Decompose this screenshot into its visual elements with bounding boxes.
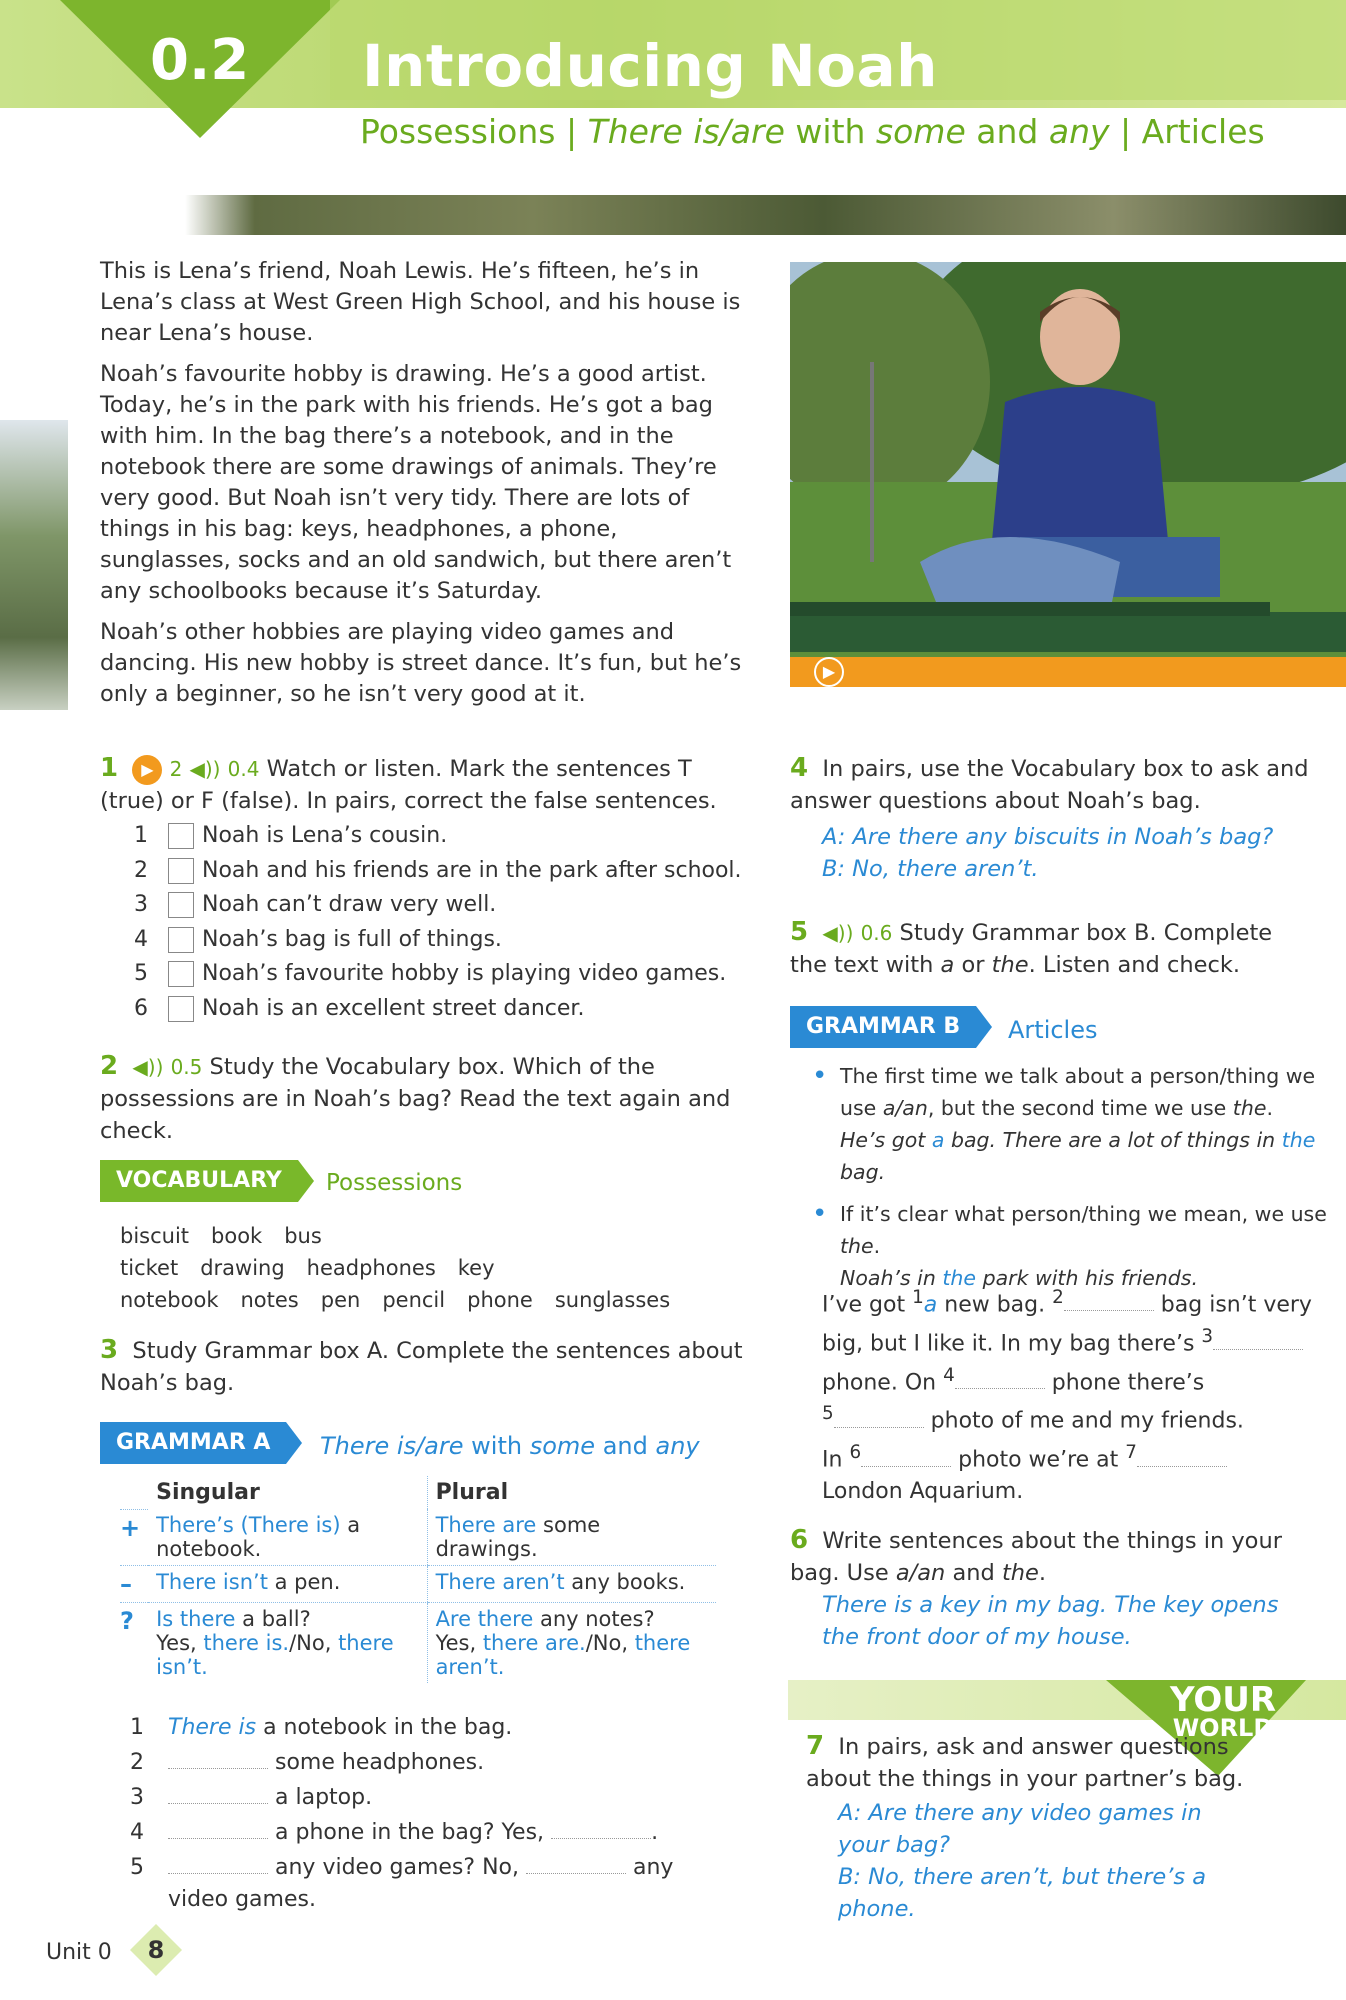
lesson-title: Introducing Noah: [362, 32, 938, 100]
form-text: a ball?: [242, 1607, 311, 1631]
reading-text: [100, 256, 750, 720]
lesson-number: 0.2: [150, 28, 250, 93]
rule-example: bag.: [840, 1160, 886, 1184]
rule-example: bag. There are a lot of things in: [950, 1128, 1276, 1152]
answer-blank[interactable]: [1064, 1288, 1154, 1311]
form-blue: There isn’t: [156, 1570, 268, 1594]
vocab-word: pen: [320, 1288, 361, 1312]
example-answer: There is a key in my bag. The key opens the front door of my house.: [822, 1592, 1279, 1650]
gap-line: [822, 1437, 1312, 1476]
column-singular: Singular: [156, 1480, 260, 1505]
item-number: 5: [130, 1855, 144, 1880]
instruction-and: and: [952, 1560, 995, 1586]
item-number: 2: [134, 857, 148, 883]
minus-symbol: –: [120, 1566, 148, 1603]
rule-text: .: [873, 1234, 881, 1258]
gap-number: 5: [822, 1403, 834, 1425]
gap-text: big, but I like it. In my bag there’s: [822, 1331, 1195, 1357]
form-text: Yes,: [435, 1631, 477, 1655]
vocab-word: drawing: [200, 1256, 285, 1280]
gap-number: 1: [912, 1287, 924, 1308]
rule-example-blue: the: [1281, 1128, 1316, 1152]
form-blue: There’s (There is): [156, 1513, 341, 1537]
instruction-end: .: [1038, 1560, 1047, 1586]
subtitle-some: some: [875, 112, 966, 151]
video-bar[interactable]: [790, 657, 1346, 687]
form-text: a pen.: [274, 1570, 341, 1594]
vocab-word: headphones: [306, 1256, 436, 1280]
exercise-instruction: Write sentences about the things in your bag. Use: [790, 1528, 1282, 1586]
reading-paragraph: Noah’s other hobbies are playing video games and dancing. His new hobby is street dance. It’s fun, but he’s only a beginner, so he isn’t very good at it.: [100, 619, 742, 707]
example-b: B: No, there aren’t.: [822, 856, 1039, 882]
list-item: [130, 1745, 690, 1780]
question-symbol: ?: [120, 1607, 134, 1635]
grammar-rule: [810, 1198, 1330, 1294]
answer-blank[interactable]: [834, 1405, 924, 1428]
answer-checkbox[interactable]: [168, 927, 194, 953]
item-text: a phone in the bag? Yes,: [275, 1820, 545, 1845]
instruction-or: or: [961, 952, 985, 978]
exercise-instruction: Study Grammar box A. Complete the sentences about Noah’s bag.: [100, 1338, 743, 1396]
answer-blank[interactable]: [1213, 1327, 1303, 1350]
gap-line: [822, 1282, 1312, 1321]
item-text: Noah is an excellent street dancer.: [202, 995, 585, 1021]
table-row: [120, 1566, 716, 1603]
form-blue: There are: [435, 1513, 537, 1537]
form-blue: There aren’t: [435, 1570, 565, 1594]
answer-checkbox[interactable]: [168, 996, 194, 1022]
title-there: There is/are: [320, 1432, 464, 1460]
subtitle-separator: |: [1120, 112, 1132, 151]
audio-icon[interactable]: ◀)): [822, 921, 854, 945]
form-text: /No,: [585, 1631, 629, 1655]
subtitle-possessions: Possessions: [360, 112, 556, 151]
exercise-instruction: Study the Vocabulary box. Which of the possessions are in Noah’s bag? Read the text again and check.: [100, 1054, 731, 1144]
instruction-aan: a/an: [895, 1560, 946, 1586]
answer-blank[interactable]: [168, 1851, 268, 1874]
gap-text: new bag.: [944, 1292, 1046, 1318]
item-number: 2: [130, 1750, 144, 1775]
rule-text: If it’s clear what person/thing we mean, we use: [840, 1202, 1327, 1226]
reading-paragraph: Noah’s favourite hobby is drawing. He’s a good artist. Today, he’s in the park with his friends. He’s got a bag with him. In the bag there’s a notebook, and in the notebook there are some drawings of animals. They’re very good. But Noah isn’t very tidy. There are lots of things in his bag: keys, headphones, a phone, sunglasses, socks and an old sandwich, but there aren’t any schoolbooks because it’s Saturday.: [100, 361, 732, 604]
list-item: [134, 923, 750, 958]
example-a: A: Are there any biscuits in Noah’s bag?: [822, 824, 1274, 850]
list-item-continuation: video games.: [168, 1887, 316, 1912]
item-number: 5: [134, 961, 148, 986]
subtitle-any: any: [1048, 112, 1110, 151]
list-item: [134, 854, 750, 889]
form-text: Yes,: [156, 1631, 197, 1655]
form-blue: there isn’t.: [156, 1631, 394, 1679]
exercise-5: [790, 916, 1310, 981]
title-any: any: [655, 1432, 700, 1460]
tag-arrow: [976, 1006, 992, 1048]
tag-arrow: [286, 1422, 302, 1464]
answer-checkbox[interactable]: [168, 961, 194, 987]
grammar-b-title: Articles: [1008, 1016, 1098, 1044]
example-answer: a: [923, 1292, 938, 1318]
item-text: some headphones.: [275, 1750, 485, 1775]
grammar-b-body: [810, 1060, 1330, 1304]
answer-checkbox[interactable]: [168, 823, 194, 849]
item-text: Noah’s favourite hobby is playing video games.: [202, 961, 727, 986]
audio-track: 0.6: [860, 921, 893, 945]
vocab-word: key: [457, 1256, 495, 1280]
grammar-rule: [810, 1060, 1330, 1188]
vocabulary-title: Possessions: [326, 1170, 463, 1196]
gap-number: 2: [1052, 1287, 1064, 1308]
your-world-line1: YOUR: [1169, 1680, 1277, 1720]
instruction-the: the: [1001, 1560, 1039, 1586]
form-blue: Are there: [435, 1607, 534, 1631]
list-item: [130, 1850, 690, 1885]
gap-number: 4: [943, 1364, 955, 1386]
title-some: some: [529, 1432, 596, 1460]
gap-text: photo we’re at: [958, 1447, 1119, 1473]
subtitle-there: There is/are: [587, 112, 785, 151]
gap-text: I’ve got: [822, 1292, 906, 1318]
gap-text: bag isn’t very: [1160, 1292, 1312, 1318]
answer-blank[interactable]: [861, 1444, 951, 1467]
exercise-number: 7: [806, 1731, 825, 1761]
table-row: [120, 1509, 716, 1566]
grammar-b-label: [790, 1006, 992, 1048]
grammar-a-tag: GRAMMAR A: [100, 1422, 286, 1464]
item-text: .: [651, 1820, 659, 1845]
exercise-3-items: [130, 1710, 690, 1915]
item-number: 1: [134, 823, 148, 848]
exercise-number: 1: [100, 753, 119, 783]
form-text: any books.: [571, 1570, 686, 1594]
rule-aan: a/an: [882, 1096, 928, 1120]
answer-blank[interactable]: [1137, 1444, 1227, 1467]
form-text: some drawings.: [435, 1513, 601, 1561]
subtitle-articles: Articles: [1141, 112, 1265, 151]
vocab-word: sunglasses: [554, 1288, 671, 1312]
gap-number: 7: [1125, 1442, 1137, 1464]
gap-number: 6: [849, 1442, 862, 1464]
item-text: Noah and his friends are in the park after school.: [202, 857, 742, 883]
exercise-number: 5: [790, 917, 809, 947]
gap-line: [822, 1398, 1312, 1437]
photo-strip: [185, 195, 1346, 235]
list-item: [134, 819, 750, 854]
item-number: 6: [134, 995, 148, 1021]
item-text: any video games? No,: [275, 1855, 519, 1880]
item-number: 1: [130, 1715, 144, 1740]
vocab-word: notebook: [120, 1288, 219, 1312]
list-item: [134, 888, 750, 923]
vocab-word: pencil: [382, 1288, 446, 1312]
gap-number: 3: [1201, 1325, 1214, 1347]
rule-example: Noah’s in: [840, 1266, 936, 1290]
list-item: [130, 1780, 690, 1815]
audio-track: 0.4: [227, 757, 260, 781]
instruction-the: the: [991, 952, 1029, 978]
table-row: [120, 1603, 716, 1684]
table-header: [120, 1476, 716, 1509]
true-false-list: [100, 819, 750, 1026]
vocab-word: bus ticket: [120, 1224, 322, 1280]
exercise-instruction: In pairs, use the Vocabulary box to ask and answer questions about Noah’s bag.: [790, 756, 1309, 814]
rule-the: the: [1232, 1096, 1267, 1120]
item-text: Noah is Lena’s cousin.: [202, 823, 448, 848]
exercise-6: [790, 1524, 1310, 1653]
exercise-number: 6: [790, 1525, 809, 1555]
gap-line: [822, 1476, 1312, 1508]
video-number: 2: [169, 757, 183, 781]
answer-checkbox[interactable]: [168, 892, 194, 918]
answer-blank[interactable]: [168, 1781, 268, 1804]
instruction-a: a: [940, 952, 955, 978]
vocabulary-row: [120, 1220, 680, 1284]
vocab-word: biscuit: [120, 1224, 190, 1248]
vocabulary-row: [120, 1284, 680, 1316]
gap-text: phone. On: [822, 1369, 937, 1395]
rule-text: .: [1266, 1096, 1273, 1120]
exercise-1: [100, 752, 750, 1026]
page-number: 8: [147, 1936, 165, 1964]
example-a: A: Are there any video games in your bag?: [838, 1800, 1202, 1858]
subtitle-and: and: [976, 112, 1039, 151]
instruction-end: . Listen and check.: [1028, 952, 1241, 978]
title-and: and: [602, 1432, 648, 1460]
rule-text: , but the second time we use: [927, 1096, 1227, 1120]
grammar-b-tag: GRAMMAR B: [790, 1006, 976, 1048]
exercise-4: [790, 752, 1310, 885]
exercise-5-gap-text: [822, 1282, 1312, 1508]
audio-track: 0.5: [170, 1055, 203, 1079]
tag-arrow: [298, 1160, 314, 1202]
column-plural: Plural: [427, 1476, 716, 1509]
gap-text: phone there’s: [1051, 1369, 1205, 1395]
noah-photo: [790, 262, 1346, 687]
form-blue: there is.: [203, 1631, 290, 1655]
item-number: 3: [130, 1785, 144, 1810]
exercise-3: [100, 1334, 750, 1399]
exercise-instruction: Study Grammar box B. Complete the text with: [790, 920, 1273, 978]
list-item: [130, 1815, 690, 1850]
example-answer: There is: [168, 1715, 257, 1740]
vocabulary-tag: VOCABULARY: [100, 1160, 298, 1202]
list-item: [134, 957, 750, 992]
vocabulary-words: [120, 1220, 680, 1316]
rule-example-blue: a: [931, 1128, 945, 1152]
list-item: [134, 992, 750, 1027]
grammar-a-title: [320, 1432, 700, 1460]
audio-icon[interactable]: ◀)): [189, 757, 221, 781]
subtitle-with: with: [795, 112, 866, 151]
form-text: /No,: [289, 1631, 332, 1655]
your-world-line2: WORLD: [1172, 1714, 1274, 1742]
exercise-number: 3: [100, 1335, 119, 1365]
subtitle-separator: |: [565, 112, 578, 151]
item-number: 3: [134, 892, 148, 917]
grammar-a-table: [120, 1476, 716, 1683]
item-number: 4: [130, 1820, 144, 1845]
audio-icon[interactable]: ◀)): [132, 1055, 164, 1079]
item-text: Noah can’t draw very well.: [202, 892, 497, 917]
example-b: B: No, there aren’t, but there’s a phone.: [838, 1864, 1207, 1922]
answer-blank[interactable]: [551, 1816, 651, 1839]
exercise-instruction: Watch or listen. Mark the sentences T (true) or F (false). In pairs, correct the false sentences.: [100, 756, 717, 814]
vocab-word: book: [211, 1224, 263, 1248]
form-text: a notebook.: [156, 1513, 361, 1561]
play-icon[interactable]: ▶: [814, 657, 844, 687]
exercise-number: 4: [790, 753, 809, 783]
exercise-number: 2: [100, 1051, 119, 1081]
item-text: Noah’s bag is full of things.: [202, 926, 502, 952]
exercise-2: [100, 1050, 750, 1147]
gap-line: [822, 1360, 1312, 1399]
vocab-word: phone: [467, 1288, 533, 1312]
rule-the: the: [840, 1234, 874, 1258]
gap-text: photo of me and my friends.: [930, 1408, 1244, 1434]
rule-example-blue: the: [942, 1266, 977, 1290]
video-icon[interactable]: ▶: [132, 755, 162, 785]
item-text: any: [632, 1855, 674, 1880]
title-with: with: [471, 1432, 523, 1460]
exercise-7: [806, 1730, 1246, 1925]
grammar-a-label: [100, 1422, 302, 1464]
rule-text: The first time we talk about a person/thing we use: [840, 1064, 1316, 1120]
unit-label: Unit 0: [46, 1940, 112, 1965]
gap-text: In: [822, 1447, 843, 1473]
form-blue: Is there: [156, 1607, 236, 1631]
answer-checkbox[interactable]: [168, 858, 194, 884]
reading-paragraph: This is Lena’s friend, Noah Lewis. He’s fifteen, he’s in Lena’s class at West Green High School, and his house is near Lena’s house.: [100, 258, 741, 346]
answer-blank[interactable]: [168, 1746, 268, 1769]
vocabulary-label: [100, 1160, 314, 1202]
item-text: a notebook in the bag.: [263, 1715, 513, 1740]
item-text: a laptop.: [275, 1785, 373, 1810]
vocab-word: notes: [240, 1288, 299, 1312]
gap-text: London Aquarium.: [822, 1479, 1024, 1505]
lesson-subtitle: [360, 112, 1265, 151]
rule-example: He’s got: [840, 1128, 926, 1152]
answer-blank[interactable]: [168, 1816, 268, 1839]
answer-blank[interactable]: [955, 1366, 1045, 1389]
list-item: [130, 1710, 690, 1745]
answer-blank[interactable]: [526, 1851, 626, 1874]
rule-example: park with his friends.: [982, 1266, 1199, 1290]
exercise-instruction: In pairs, ask and answer questions about the things in your partner’s bag.: [806, 1734, 1244, 1792]
plus-symbol: +: [120, 1509, 148, 1566]
item-number: 4: [134, 926, 148, 952]
form-blue: there aren’t.: [435, 1631, 691, 1679]
form-text: any notes?: [539, 1607, 655, 1631]
form-blue: there are.: [482, 1631, 586, 1655]
gap-line: [822, 1321, 1312, 1360]
left-edge-photo: [0, 420, 68, 710]
